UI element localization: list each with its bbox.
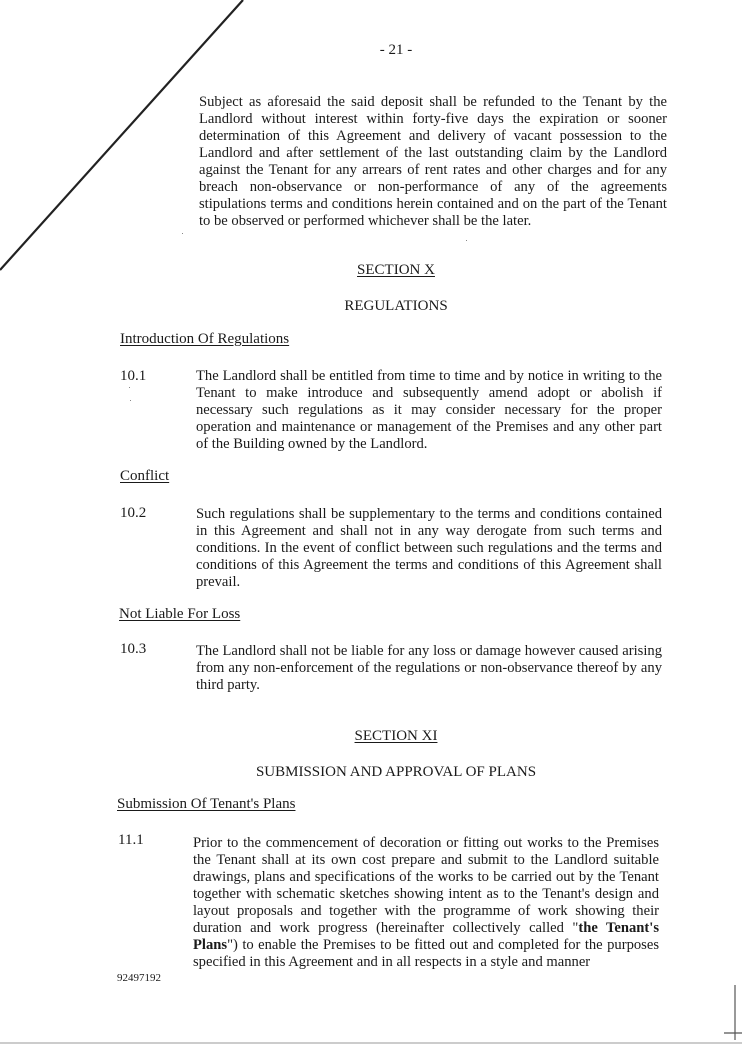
subheading-conflict: Conflict	[120, 468, 170, 484]
scan-speck	[182, 233, 183, 234]
clause-number-10-3: 10.3	[120, 641, 147, 657]
clause-text-10-2: Such regulations shall be supplementary to the terms and conditions contained in this Agreement and shall not in any way derogate from such terms and conditions. In the event of conflict between such regulations and the terms and conditions of this Agreement the terms and conditions of this Agreement shall prevail.	[196, 506, 662, 590]
scan-speck	[129, 387, 130, 388]
clause-number-11-1: 11.1	[118, 832, 144, 848]
intro-paragraph: Subject as aforesaid the said deposit shall be refunded to the Tenant by the Landlord without interest within forty-five days the expiration or sooner determination of this Agreement and delivery of vacant possession to the Landlord and after settlement of the last outstanding claim by the Landlord against the Tenant for any arrears of rent rates and other charges and for any breach non-observance or non-performance of any of the agreements stipulations terms and conditions herein contained and on the part of the Tenant to be observed or performed whichever shall be the later.	[199, 94, 667, 229]
subheading-submission-of-tenants-plans: Submission Of Tenant's Plans	[117, 796, 296, 812]
clause-text-11-1-part-2: ") to enable the Premises to be fitted out and completed for the purposes specified in this Agreement and in all respects in a style and manner	[193, 937, 659, 970]
scan-speck	[130, 400, 131, 401]
clause-text-10-3: The Landlord shall not be liable for any loss or damage however caused arising from any non-enforcement of the regulations or non-observance thereof by any third party.	[196, 643, 662, 693]
subheading-introduction-of-regulations: Introduction Of Regulations	[120, 331, 290, 347]
clause-number-10-1: 10.1	[120, 368, 147, 384]
section-x-heading: SECTION X	[357, 262, 435, 278]
document-reference-code: 92497192	[117, 972, 161, 984]
defined-term-tenants-plans: the Tenant's Plans	[193, 920, 659, 953]
scan-speck	[466, 240, 467, 241]
page-number: - 21 -	[379, 42, 413, 58]
subheading-not-liable-for-loss: Not Liable For Loss	[119, 606, 241, 622]
section-x-title: REGULATIONS	[344, 298, 448, 314]
clause-text-11-1	[193, 835, 659, 971]
clause-text-10-1: The Landlord shall be entitled from time to time and by notice in writing to the Tenant to make introduce and subsequently amend adopt or abolish if necessary such regulations as it may consider necessary for the proper operation and maintenance or management of the Premises and any other part of the Building owned by the Landlord.	[196, 368, 662, 452]
clause-text-11-1-part-1: Prior to the commencement of decoration or fitting out works to the Premises the Tenant shall at its own cost prepare and submit to the Landlord suitable drawings, plans and specifications of the works to be carried out by the Tenant together with schematic sketches showing intent as to the Tenant's design and layout proposals and together with the programme of work showing their duration and work progress (hereinafter collectively called "	[193, 835, 659, 936]
section-xi-title: SUBMISSION AND APPROVAL OF PLANS	[255, 764, 537, 780]
clause-number-10-2: 10.2	[120, 505, 147, 521]
section-xi-heading: SECTION XI	[354, 728, 438, 744]
